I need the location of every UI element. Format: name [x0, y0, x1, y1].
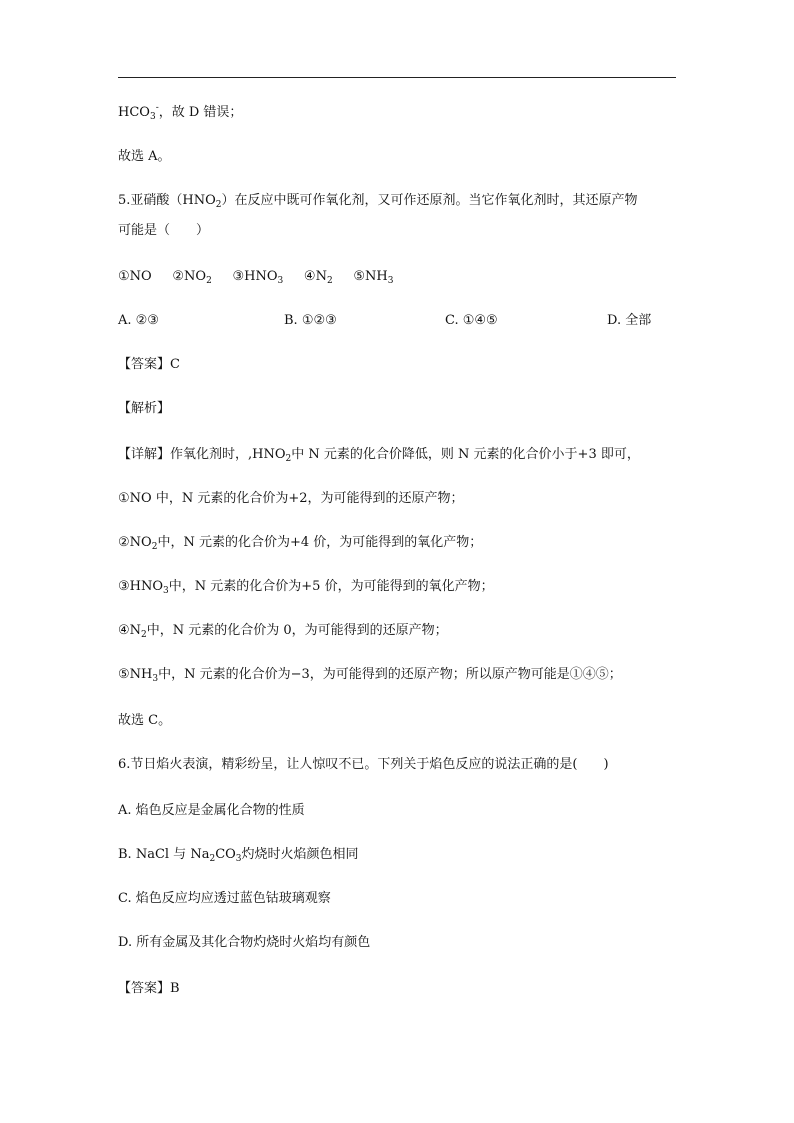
q5-conclusion: 故选 C。: [118, 713, 172, 728]
q5-option-d: D. 全部: [607, 313, 652, 328]
prev-explanation-line: $HCO_3^-$，故 D 错误；: [118, 103, 243, 122]
q6-option-d: D. 所有金属及其化合物灼烧时火焰均有颜色: [118, 935, 371, 950]
q5-detail-line: $⑤NH_3$中，N 元素的化合价为−3，为可能得到的还原产物；所以原产物可能是①④⑤；: [118, 667, 622, 684]
q6-option-c: C. 焰色反应均应透过蓝色钴玻璃观察: [118, 891, 331, 906]
q5-item: $⑤NH_3$: [353, 269, 394, 286]
q5-item: $③HNO_3$: [232, 269, 284, 286]
q5-option-b: B. ①②③: [284, 313, 337, 328]
q5-option-c: C. ①④⑤: [445, 313, 498, 328]
detail-label: 【详解】: [118, 447, 171, 462]
q5-detail-line: $④N_2$中，N 元素的化合价为 0，为可能得到的还原产物；: [118, 623, 448, 640]
header-rule: [118, 77, 676, 78]
answer-value: B: [170, 981, 180, 996]
q6-option-a: A. 焰色反应是金属化合物的性质: [118, 803, 305, 818]
q6-stem: 6.节日焰火表演，精彩纷呈，让人惊叹不已。下列关于焰色反应的说法正确的是( ): [118, 757, 609, 772]
q5-detail-line: ①NO 中，N 元素的化合价为+2，为可能得到的还原产物；: [118, 491, 464, 506]
q5-answer: [118, 356, 180, 374]
q5-item: $④N_2$: [303, 269, 333, 286]
q5-analysis-label: 【解析】: [118, 401, 171, 416]
answer-label: 【答案】: [118, 357, 171, 372]
q6-answer: [118, 980, 180, 998]
q5-item: ①NO: [118, 269, 152, 284]
q5-detail-line: $③HNO_3$中，N 元素的化合价为+5 价，为可能得到的氧化产物；: [118, 579, 494, 596]
q5-detail-line: $②NO_2$中，N 元素的化合价为+4 价，为可能得到的氧化产物；: [118, 535, 483, 552]
q5-stem-line2: 可能是（ ）: [118, 223, 210, 238]
prev-line-text: ，故 D 错误；: [158, 105, 243, 120]
answer-label: 【答案】: [118, 981, 171, 996]
prev-conclusion: 故选 A。: [118, 149, 171, 164]
q5-detail: 【详解】作氧化剂时，$,HNO_2$中 N 元素的化合价降低，则 N 元素的化合价小于+3 即可，: [118, 447, 640, 464]
q5-option-a: A. ②③: [118, 313, 159, 328]
q6-option-b: B. NaCl 与 $Na_2CO_3$灼烧时火焰颜色相同: [118, 847, 359, 864]
q5-item: $②NO_2$: [172, 269, 212, 286]
q5-items: [118, 268, 393, 286]
answer-value: C: [170, 357, 180, 372]
q5-stem: 5.亚硝酸$(HNO_2)$在反应中既可作氧化剂，又可作还原剂。当它作氧化剂时，其还原产物: [118, 193, 638, 210]
